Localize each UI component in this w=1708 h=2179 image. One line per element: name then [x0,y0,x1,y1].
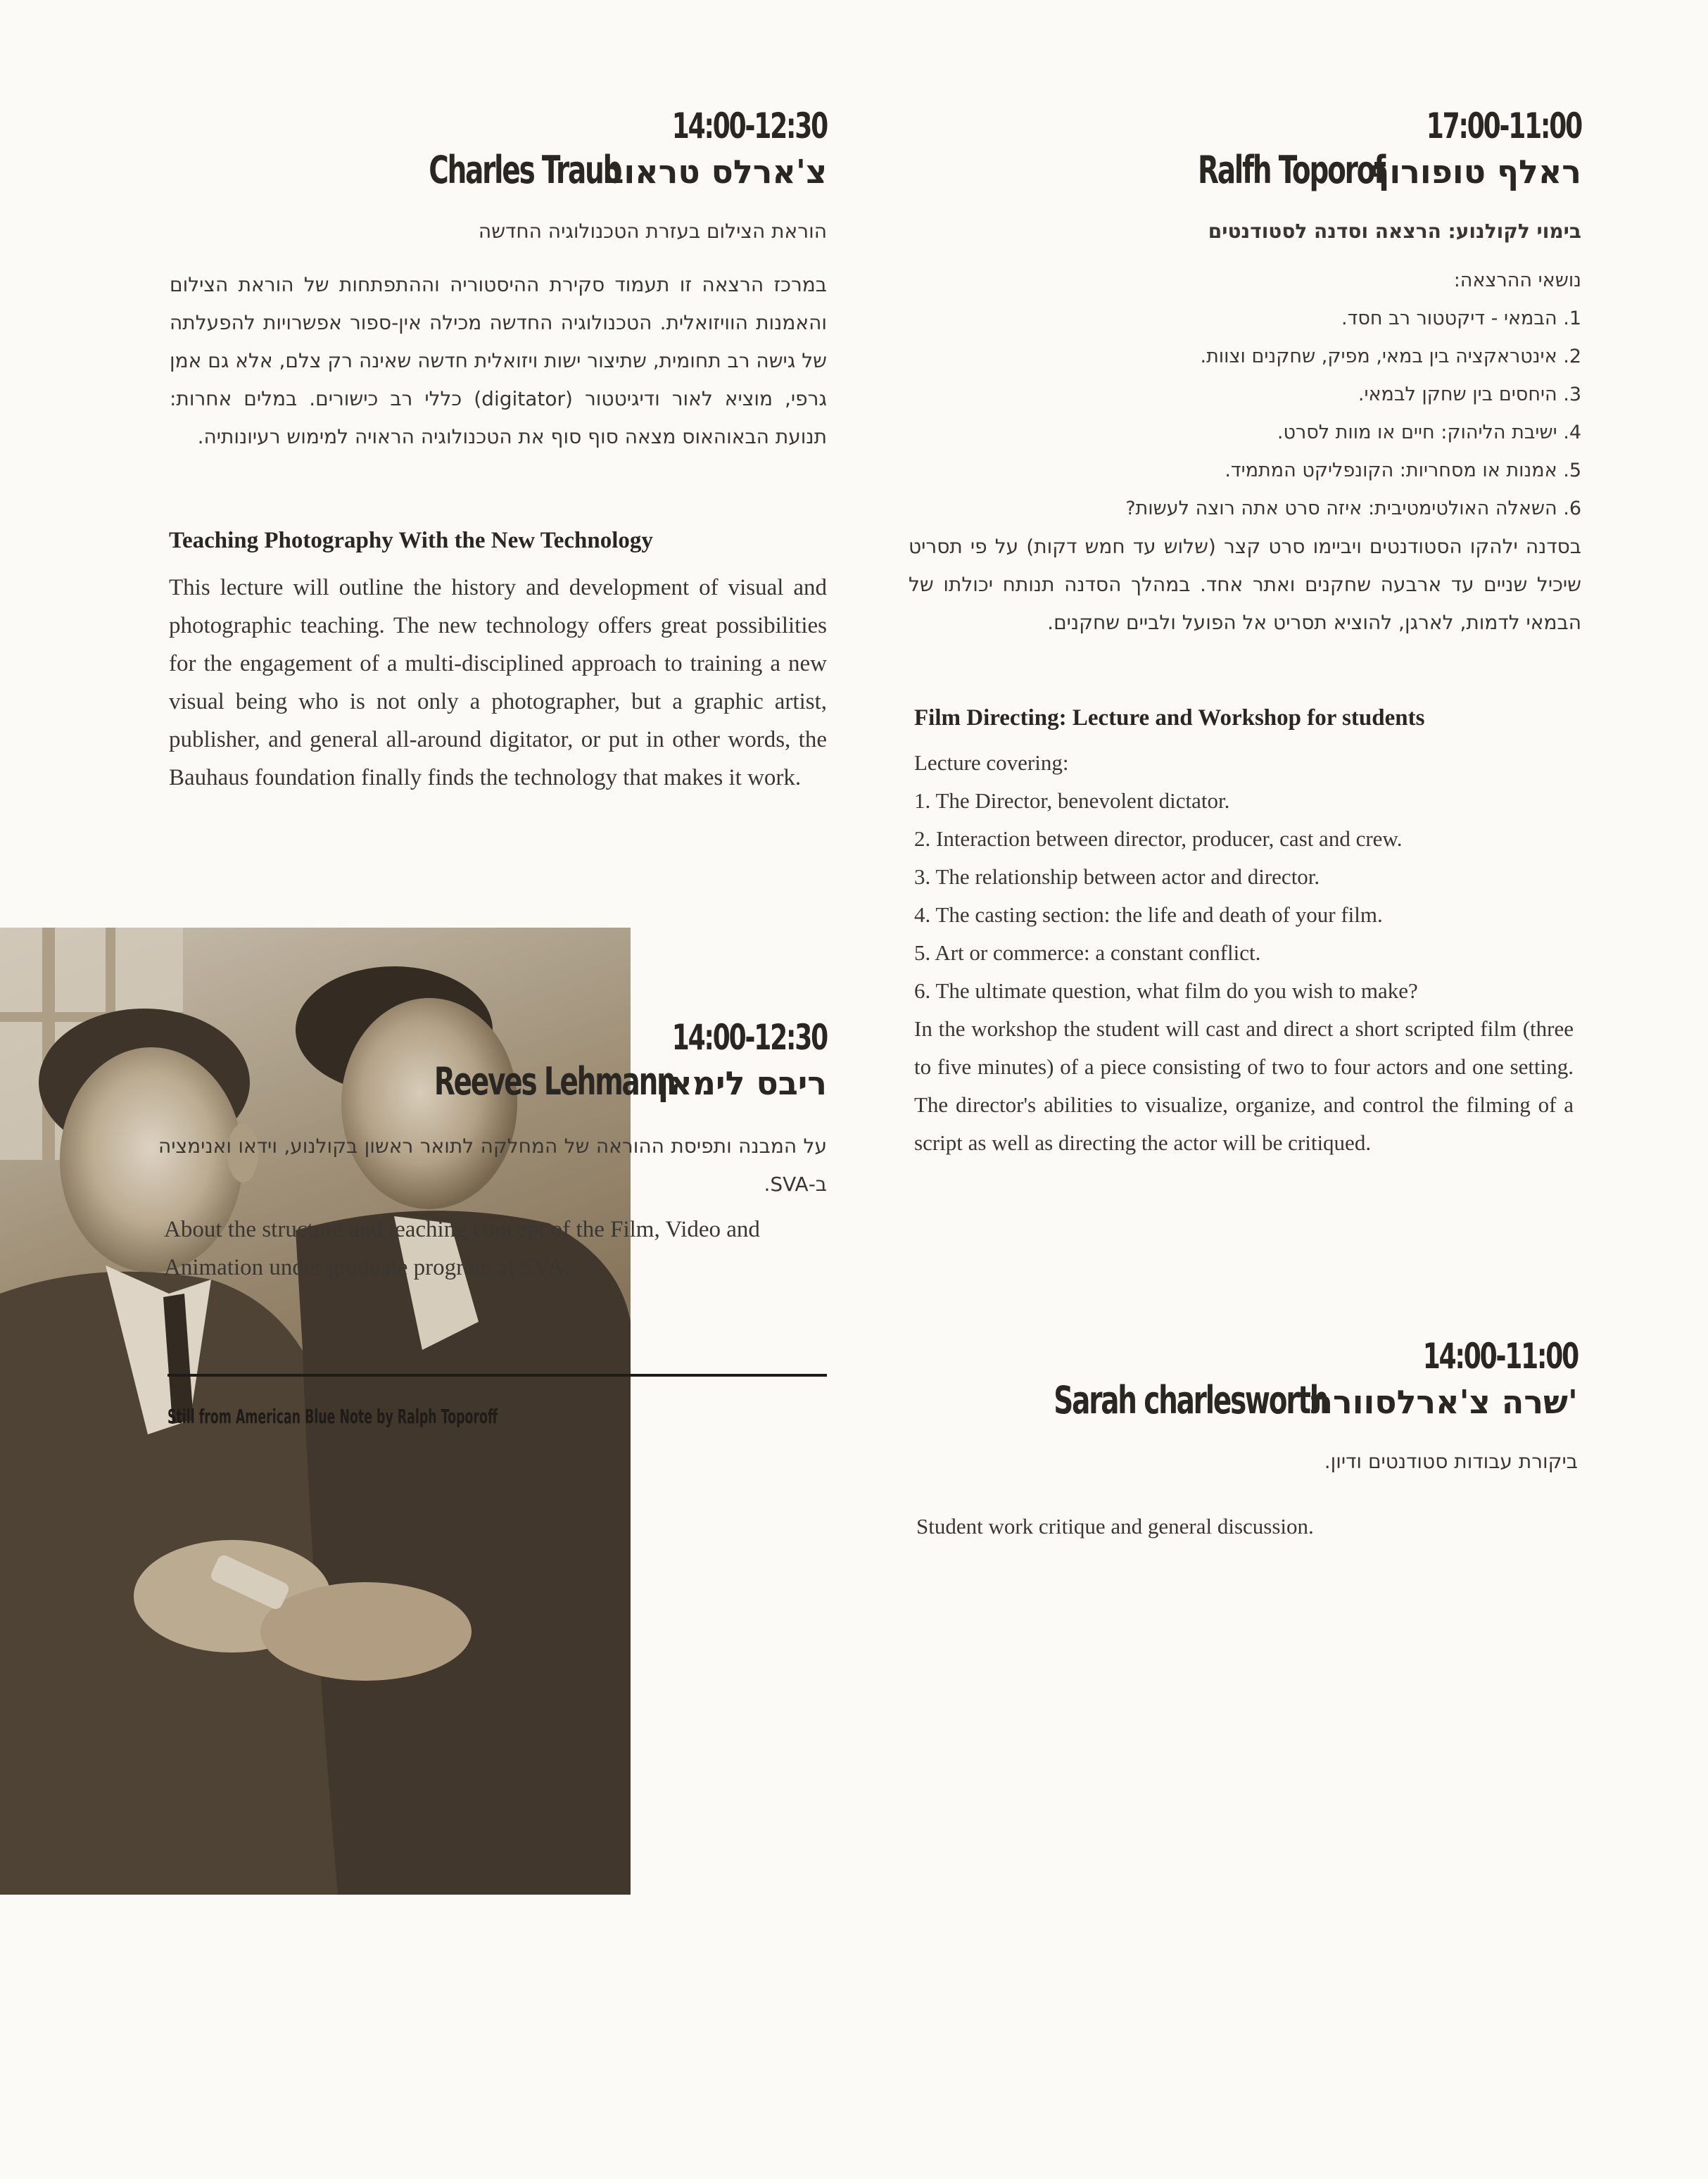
list-item: 1. הבמאי - דיקטטור רב חסד. [1341,308,1581,329]
charles-speaker-name [354,148,827,192]
charles-session-header [612,106,827,146]
speaker-name-he: שרה צ'ארלסוורת' [1310,1383,1578,1421]
speaker-name-he: ריבס לימאן [657,1064,827,1102]
speaker-name-he: צ'ארלס טראוב [604,153,827,191]
session-description-he: על המבנה ותפיסת ההוראה של המחלקה לתואר ראשון בקולנוע, וידאו ואנימציה ב-SVA. [158,1135,827,1196]
list-item: 5. אמנות או מסחריות: הקונפליקט המתמיד. [1225,460,1581,481]
list-item: 4. ישיבת הליהוק: חיים או מוות לסרט. [1277,422,1581,443]
speaker-name-en: Ralfh Toporof [1198,148,1385,192]
sarah-speaker-name [947,1378,1578,1422]
session-description-en: This lecture will outline the history and development of visual and photographic teaching. The new technology offers great possibilities for the engagement of a multi-disciplined approach to training a new visual being who is not only a photographer, but a graphic artist, publisher, and general all-around digitator, or put in other words, the Bauhaus foundation finally finds the technology that makes it work. [169,575,827,790]
session-description-he: במרכז הרצאה זו תעמוד סקירת ההיסטוריה וההתפתחות של הוראת הצילום והאמנות הוויזואלית. הטכנולוגיה החדשה מכילה אין-ספור אפשרויות להפעלתה של גישה רב תחומית, שתיצור ישות ויזואלית חדשה שאינה רק צלם, אלא גם אמן גרפי, מוציא לאור ודיגיטטור (digitator) כללי רב כישורים. במלים אחרות: תנועת הבאוהאוס מצאה סוף סוף את הטכנולוגיה הראויה למימוש רעיונותיה. [169,273,828,448]
ralph-speaker-name [1125,148,1581,192]
list-item: 6. The ultimate question, what film do you wish to make? [914,978,1418,1003]
list-item: 3. The relationship between actor and director. [914,864,1320,889]
speaker-name-en: Reeves Lehmann [434,1059,675,1104]
topics-list-he [878,300,1581,528]
session-time: 14:00-11:00 [1422,1336,1578,1377]
session-title-en: Film Directing: Lecture and Workshop for students [914,705,1425,731]
session-subtitle-he: בימוי לקולנוע: הרצאה וסדנה לסטודנטים [1208,220,1581,243]
speaker-name-en: Sarah charlesworth [1054,1378,1328,1422]
topics-list-en [914,782,1583,1010]
speaker-name-en: Charles Traub [429,148,621,192]
session-time: 17:00-11:00 [1426,106,1581,146]
session-subtitle-he: ביקורת עבודות סטודנטים ודיון. [1324,1450,1578,1473]
list-item: 5. Art or commerce: a constant conflict. [914,940,1261,965]
reeves-speaker-name [341,1059,827,1104]
ralph-session-header [1366,106,1581,146]
list-item: 4. The casting section: the life and death of your film. [914,902,1383,927]
speaker-name-he: ראלף טופורוף [1367,153,1581,191]
session-title-en: Teaching Photography With the New Technology [169,528,653,553]
session-time: 14:00-12:30 [671,1017,827,1058]
reeves-session-header [612,1017,827,1058]
workshop-description-en: In the workshop the student will cast and direct a short scripted film (three to five minutes) of a piece consisting of two to four actors and one setting. The director's abilities to visualize, organize, and control the filming of a script as well as directing the actor will be critiqued. [914,1016,1574,1155]
topics-label-he: נושאי ההרצאה: [1453,270,1581,291]
list-item: 2. אינטראקציה בין במאי, מפיק, שחקנים וצוות. [1200,346,1581,367]
session-description-en: Student work critique and general discussion. [916,1514,1314,1539]
workshop-description-he: בסדנה ילהקו הסטודנטים ויביימו סרט קצר (שלוש עד חמש דקות) על פי תסריט שיכיל שניים עד ארבעה שחקנים ואתר אחד. במהלך הסדנה תנותח יכולתו של הבמאי לדמות, לארגן, להוציא תסריט אל הפועל ולביים שחקנים. [909,535,1581,634]
list-item: 3. היחסים בין שחקן לבמאי. [1358,384,1581,405]
topics-label-en: Lecture covering: [914,750,1069,775]
caption-divider [167,1374,827,1377]
list-item: 6. השאלה האולטימטיבית: איזה סרט אתה רוצה לעשות? [1125,498,1581,519]
session-subtitle-he: הוראת הצילום בעזרת הטכנולוגיה החדשה [478,220,827,243]
session-description-en: About the structure and teaching concept of the Film, Video and Animation under graduate program at SVA. [164,1217,760,1280]
sarah-session-header [1362,1336,1578,1377]
photo-caption: Still from American Blue Note by Ralph Toporoff [167,1405,498,1428]
session-time: 14:00-12:30 [671,106,827,146]
list-item: 2. Interaction between director, producer, cast and crew. [914,826,1403,851]
list-item: 1. The Director, benevolent dictator. [914,788,1230,813]
